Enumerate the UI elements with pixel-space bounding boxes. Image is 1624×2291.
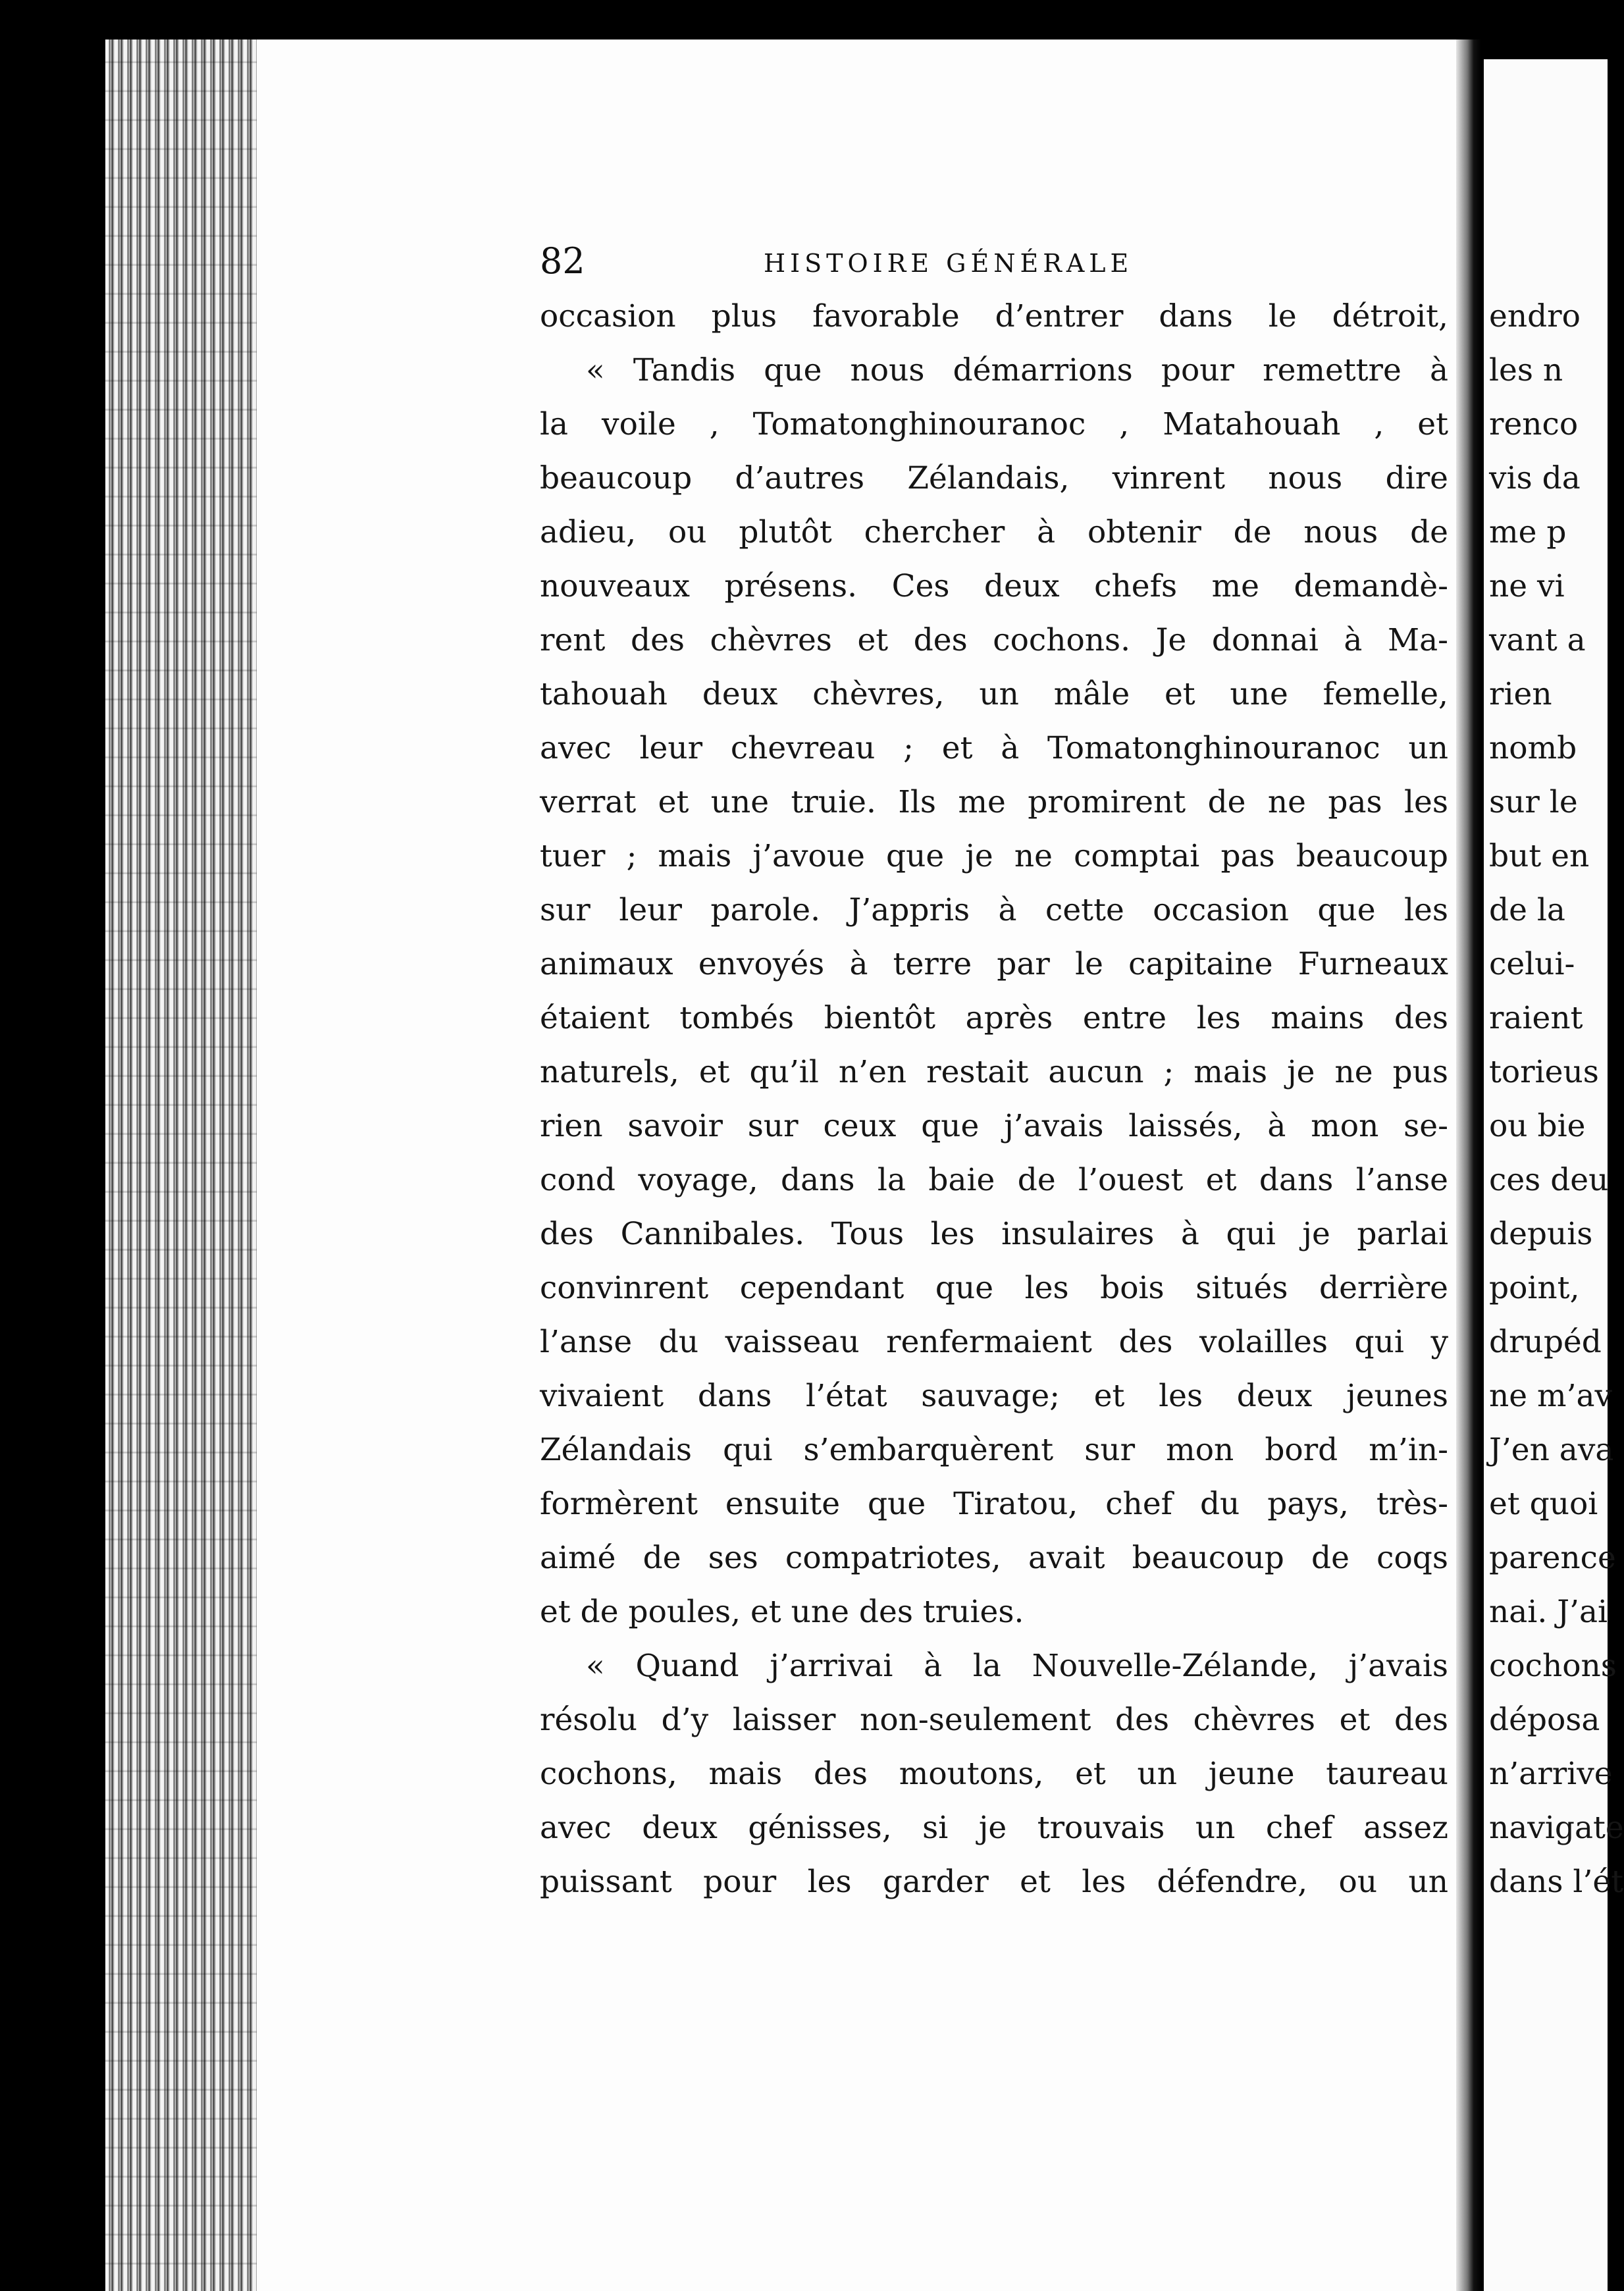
right-text-fragment: drupéd bbox=[1489, 1324, 1602, 1360]
text-line: des Cannibales. Tous les insulaires à qui je parlai bbox=[540, 1216, 1448, 1252]
right-text-fragment: navigate bbox=[1489, 1810, 1624, 1846]
text-line: tahouah deux chèvres, un mâle et une femelle, bbox=[540, 676, 1448, 712]
text-line: étaient tombés bientôt après entre les mains des bbox=[540, 1000, 1448, 1036]
text-line: Zélandais qui s’embarquèrent sur mon bord m’in- bbox=[540, 1432, 1448, 1468]
text-line: avec leur chevreau ; et à Tomatonghinouranoc un bbox=[540, 730, 1448, 766]
right-text-fragment: torieus bbox=[1489, 1054, 1599, 1090]
right-text-fragment: ces deu bbox=[1489, 1162, 1609, 1198]
text-line: formèrent ensuite que Tiratou, chef du pays, très- bbox=[540, 1486, 1448, 1522]
right-text-fragment: sur le bbox=[1489, 784, 1578, 820]
text-line: nouveaux présens. Ces deux chefs me demandè- bbox=[540, 568, 1448, 604]
page-edges-strip bbox=[105, 40, 257, 2291]
right-text-fragment: les n bbox=[1489, 352, 1563, 388]
right-text-fragment: ne vi bbox=[1489, 568, 1565, 604]
right-text-fragment: ou bie bbox=[1489, 1108, 1586, 1144]
text-line: rien savoir sur ceux que j’avais laissés, à mon se- bbox=[540, 1108, 1448, 1144]
right-text-fragment: vis da bbox=[1489, 460, 1581, 496]
text-line: puissant pour les garder et les défendre, ou un bbox=[540, 1864, 1448, 1900]
right-text-fragment: de la bbox=[1489, 892, 1565, 928]
text-line: cochons, mais des moutons, et un jeune taureau bbox=[540, 1756, 1448, 1792]
text-line: la voile , Tomatonghinouranoc , Matahouah , et bbox=[540, 406, 1448, 442]
running-header bbox=[540, 238, 1448, 284]
text-line: verrat et une truie. Ils me promirent de ne pas les bbox=[540, 784, 1448, 820]
right-text-fragment: point, bbox=[1489, 1270, 1580, 1306]
text-line: naturels, et qu’il n’en restait aucun ; mais je ne pus bbox=[540, 1054, 1448, 1090]
right-text-fragment: et quoi bbox=[1489, 1486, 1598, 1522]
right-text-fragment: ne m’av bbox=[1489, 1378, 1613, 1414]
text-line: « Tandis que nous démarrions pour remettre à bbox=[586, 352, 1448, 388]
text-line: convinrent cependant que les bois situés derrière bbox=[540, 1270, 1448, 1306]
right-text-fragment: celui- bbox=[1489, 946, 1575, 982]
text-line: beaucoup d’autres Zélandais, vinrent nous dire bbox=[540, 460, 1448, 496]
right-text-fragment: but en bbox=[1489, 838, 1590, 874]
text-line: sur leur parole. J’appris à cette occasion que les bbox=[540, 892, 1448, 928]
right-page-cropped-text bbox=[1484, 290, 1624, 1909]
text-line: aimé de ses compatriotes, avait beaucoup de coqs bbox=[540, 1540, 1448, 1576]
page-number: 82 bbox=[540, 240, 585, 282]
text-line: résolu d’y laisser non-seulement des chèvres et des bbox=[540, 1702, 1448, 1738]
right-text-fragment: dans l’ét bbox=[1489, 1864, 1624, 1900]
text-line: « Quand j’arrivai à la Nouvelle-Zélande, j’avais bbox=[586, 1648, 1448, 1684]
running-title: HISTOIRE GÉNÉRALE bbox=[764, 249, 1134, 278]
text-line: occasion plus favorable d’entrer dans le détroit, bbox=[540, 298, 1448, 334]
right-text-fragment: vant a bbox=[1489, 622, 1586, 658]
right-text-fragment: rien bbox=[1489, 676, 1552, 712]
text-line: cond voyage, dans la baie de l’ouest et dans l’anse bbox=[540, 1162, 1448, 1198]
right-text-fragment: n’arrive bbox=[1489, 1756, 1613, 1792]
text-line: vivaient dans l’état sauvage; et les deux jeunes bbox=[540, 1378, 1448, 1414]
right-text-fragment: cochons bbox=[1489, 1648, 1617, 1684]
right-text-fragment: renco bbox=[1489, 406, 1579, 442]
text-line: adieu, ou plutôt chercher à obtenir de nous de bbox=[540, 514, 1448, 550]
right-text-fragment: raient bbox=[1489, 1000, 1583, 1036]
right-text-fragment: me p bbox=[1489, 514, 1567, 550]
text-line: animaux envoyés à terre par le capitaine Furneaux bbox=[540, 946, 1448, 982]
book-gutter bbox=[1456, 40, 1481, 2291]
right-text-fragment: J’en ava bbox=[1489, 1432, 1614, 1468]
text-line: avec deux génisses, si je trouvais un chef assez bbox=[540, 1810, 1448, 1846]
right-text-fragment: depuis bbox=[1489, 1216, 1593, 1252]
text-line: et de poules, et une des truies. bbox=[540, 1594, 1024, 1630]
right-text-fragment: endro bbox=[1489, 298, 1581, 334]
right-text-fragment: déposa bbox=[1489, 1702, 1600, 1738]
text-line: tuer ; mais j’avoue que je ne comptai pas beaucoup bbox=[540, 838, 1448, 874]
right-text-fragment: nomb bbox=[1489, 730, 1577, 766]
right-text-fragment: nai. J’ai bbox=[1489, 1594, 1608, 1630]
text-line: rent des chèvres et des cochons. Je donnai à Ma- bbox=[540, 622, 1448, 658]
left-page-body-text bbox=[540, 290, 1448, 1909]
text-line: l’anse du vaisseau renfermaient des volailles qui y bbox=[540, 1324, 1448, 1360]
right-text-fragment: parence bbox=[1489, 1540, 1616, 1576]
